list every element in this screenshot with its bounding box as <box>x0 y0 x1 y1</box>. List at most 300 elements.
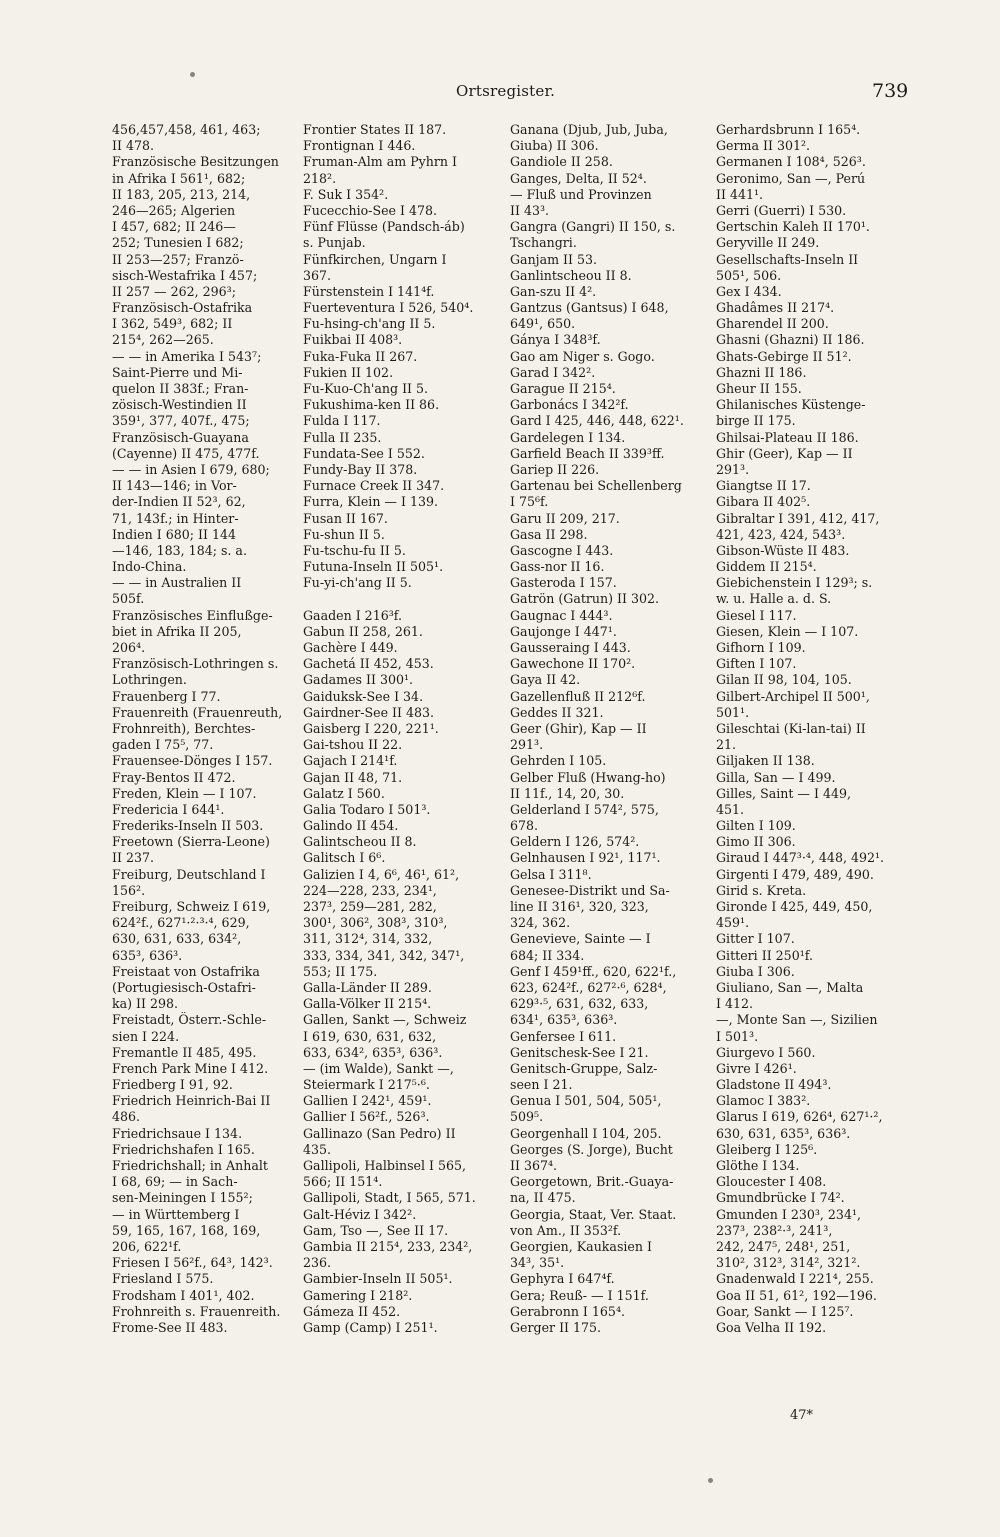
index-entry-line: Friesland I 575. <box>112 1271 214 1287</box>
index-entry-line: Gilan II 98, 104, 105. <box>716 672 852 688</box>
index-entry-line: Gámeza II 452. <box>303 1303 401 1319</box>
index-entry-line: Geryville II 249. <box>716 235 820 251</box>
index-entry-line: Gnadenwald I 221⁴, 255. <box>716 1271 874 1287</box>
running-title: Ortsregister. <box>456 82 556 100</box>
index-entry-line: sisch-Westafrika I 457; <box>112 267 258 283</box>
index-entry-line: Gmunden I 230³, 234¹, <box>716 1206 862 1222</box>
index-entry-line: Galintscheou II 8. <box>303 834 417 850</box>
index-entry-line: Gawechone II 170². <box>510 656 636 672</box>
index-entry-line: line II 316¹, 320, 323, <box>510 899 649 914</box>
index-entry-line: Freden, Klein — I 107. <box>112 785 257 801</box>
index-entry-line: na, II 475. <box>510 1190 576 1206</box>
index-entry-line: Fundata-See I 552. <box>303 445 425 461</box>
index-entry-line: II 253—257; Franzö- <box>112 251 244 267</box>
index-entry-line: 156². <box>112 882 146 898</box>
index-entry-line: Gandiole II 258. <box>510 154 613 170</box>
index-entry-line: Fu-hsing-ch'ang II 5. <box>303 316 436 332</box>
index-entry-line: Gardelegen I 134. <box>510 429 626 445</box>
index-entry-line: Furra, Klein — I 139. <box>303 494 439 510</box>
index-entry-line: 451. <box>716 801 745 817</box>
index-entry-line: Givre I 426¹. <box>716 1060 797 1076</box>
index-entry-line: Gerri (Guerri) I 530. <box>716 202 847 218</box>
index-entry-line: 237³, 238²·³, 241³, <box>716 1222 833 1238</box>
index-entry-line: Glöthe I 134. <box>716 1158 800 1173</box>
index-entry-line: Fukushima-ken II 86. <box>303 397 440 413</box>
index-entry-line: Gachère I 449. <box>303 640 398 655</box>
index-entry-line: Ganlintscheou II 8. <box>510 267 632 283</box>
index-entry-line: Fu-Kuo-Ch'ang II 5. <box>303 381 429 396</box>
index-entry-line: Goa II 51, 61², 192—196. <box>716 1287 877 1303</box>
index-entry-line: — — in Amerika I 543⁷; <box>112 348 262 364</box>
index-entry-line: Fünf Flüsse (Pandsch-áb) <box>303 219 465 235</box>
index-entry-line: (Cayenne) II 475, 477f. <box>112 445 260 461</box>
index-entry-line: Gitter I 107. <box>716 931 795 947</box>
index-entry-line: Gleiberg I 125⁶. <box>716 1141 818 1157</box>
index-entry-line: 236. <box>303 1255 332 1271</box>
index-entry-line: Garbonács I 342²f. <box>510 397 629 413</box>
index-entry-line: 324, 362. <box>510 915 571 931</box>
index-column-2 <box>303 122 476 1336</box>
index-entry-line: Giljaken II 138. <box>716 753 815 769</box>
index-entry-line: Frauenberg I 77. <box>112 688 221 704</box>
index-entry-line: I 68, 69; — in Sach- <box>112 1174 238 1190</box>
index-entry-line: 678. <box>510 818 539 834</box>
index-entry-line: Gantzus (Gantsus) I 648, <box>510 300 669 316</box>
index-entry-line: Giesen, Klein — I 107. <box>716 623 859 639</box>
index-entry-line: Gilles, Saint — I 449, <box>716 785 852 801</box>
index-entry-line: Gariep II 226. <box>510 461 600 477</box>
index-entry-line: Gallien I 242¹, 459¹. <box>303 1093 432 1109</box>
index-entry-line: Fruman-Alm am Pyhrn I <box>303 154 458 170</box>
index-entry-line: biet in Afrika II 205, <box>112 623 242 639</box>
index-entry-line: Gilten I 109. <box>716 818 796 834</box>
index-entry-line: F. Suk I 354². <box>303 186 389 202</box>
index-entry-line: Freistaat von Ostafrika <box>112 963 260 979</box>
index-entry-line: Frohnreith s. Frauenreith. <box>112 1303 281 1319</box>
index-entry-line: Frauenreith (Frauenreuth, <box>112 704 283 720</box>
index-entry-line: Gilbert-Archipel II 500¹, <box>716 688 870 704</box>
index-entry-line: 684; II 334. <box>510 947 585 963</box>
index-entry-line: Gadames II 300¹. <box>303 672 414 688</box>
index-entry-line: Germa II 301². <box>716 138 811 154</box>
index-entry-line: Tschangri. <box>510 235 577 251</box>
paper-speck <box>190 72 195 77</box>
index-entry-line: — Fluß und Provinzen <box>510 186 652 202</box>
index-entry-line: Gerabronn I 165⁴. <box>510 1303 625 1319</box>
index-entry-line: quelon II 383f.; Fran- <box>112 381 249 396</box>
index-entry-line: Fuikbai II 408³. <box>303 332 403 348</box>
index-entry-line: Georgia, Staat, Ver. Staat. <box>510 1206 677 1222</box>
index-entry-line: (Portugiesisch-Ostafri- <box>112 979 256 995</box>
index-entry-line: Gifhorn I 109. <box>716 640 806 655</box>
index-entry-line: 224—228, 233, 234¹, <box>303 882 437 898</box>
index-entry-line: 291³. <box>716 461 750 477</box>
index-entry-line: Ganges, Delta, II 52⁴. <box>510 170 647 186</box>
index-entry-line: Gera; Reuß- — I 151f. <box>510 1287 649 1303</box>
index-entry-line: II 43³. <box>510 202 550 218</box>
index-entry-line: Ghasni (Ghazni) II 186. <box>716 332 865 348</box>
index-entry-line: 486. <box>112 1109 141 1125</box>
index-entry-line: Gass-nor II 16. <box>510 559 605 575</box>
index-entry-line: Lothringen. <box>112 672 187 688</box>
index-entry-line: Giuliano, San —, Malta <box>716 979 864 995</box>
index-entry-line: Gambia II 215⁴, 233, 234², <box>303 1238 473 1254</box>
index-entry-line: 359¹, 377, 407f., 475; <box>112 413 250 429</box>
index-entry-line: Fu-yi-ch'ang II 5. <box>303 575 412 591</box>
index-entry-line: Gaya II 42. <box>510 672 581 688</box>
index-entry-line: Galia Todaro I 501³. <box>303 801 431 817</box>
index-entry-line: Glarus I 619, 626⁴, 627¹·², <box>716 1109 883 1125</box>
index-entry-line: Gerger II 175. <box>510 1319 602 1335</box>
index-entry-line: Friedrich Heinrich-Bai II <box>112 1093 271 1109</box>
index-entry-line: Furnace Creek II 347. <box>303 478 445 494</box>
index-entry-line: Ghadâmes II 217⁴. <box>716 300 835 316</box>
index-entry-line: Gephyra I 647⁴f. <box>510 1271 615 1287</box>
index-entry-line: Georgien, Kaukasien I <box>510 1238 652 1254</box>
index-entry-line: Gelderland I 574², 575, <box>510 801 659 817</box>
index-entry-line: II 478. <box>112 138 154 154</box>
index-entry-line: Steiermark I 217⁵·⁶. <box>303 1077 430 1093</box>
index-entry-line: Französisch-Lothringen s. <box>112 656 279 672</box>
index-entry-line: Gallinazo (San Pedro) II <box>303 1125 456 1141</box>
index-entry-line: Frederiks-Inseln II 503. <box>112 818 264 834</box>
index-entry-line: Galatz I 560. <box>303 785 385 801</box>
index-entry-line: Fukien II 102. <box>303 364 394 380</box>
index-entry-line: Giraud I 447³·⁴, 448, 492¹. <box>716 850 885 866</box>
index-entry-line: Friedrichsaue I 134. <box>112 1125 243 1141</box>
index-entry-line: Gallipoli, Halbinsel I 565, <box>303 1158 467 1173</box>
index-entry-line: 623, 624²f., 627²·⁶, 628⁴, <box>510 979 667 995</box>
index-entry-line: Freiburg, Deutschland I <box>112 866 266 882</box>
index-entry-line: 291³. <box>510 737 544 753</box>
paper-speck <box>708 1478 713 1483</box>
index-entry-line: 34³, 35¹. <box>510 1255 565 1271</box>
index-entry-line: Giuba) II 306. <box>510 138 599 154</box>
index-entry-line: —146, 183, 184; s. a. <box>112 542 247 558</box>
index-column-4 <box>716 122 884 1336</box>
index-entry-line: — — in Australien II <box>112 575 242 591</box>
index-entry-line: Gerhardsbrunn I 165⁴. <box>716 122 861 137</box>
index-entry-line: 246—265; Algerien <box>112 202 236 218</box>
index-entry-line: Fu-shun II 5. <box>303 526 385 542</box>
index-entry-line: Genf I 459¹ff., 620, 622¹f., <box>510 963 677 979</box>
index-entry-line: sen-Meiningen I 155²; <box>112 1190 253 1206</box>
index-entry-line: 566; II 151⁴. <box>303 1174 383 1190</box>
index-entry-line: 71, 143f.; in Hinter- <box>112 510 239 526</box>
sheet-signature: 47* <box>790 1408 814 1423</box>
index-entry-line: Gertschin Kaleh II 170¹. <box>716 219 870 235</box>
index-entry-line: French Park Mine I 412. <box>112 1060 269 1076</box>
index-entry-line: Giebichenstein I 129³; s. <box>716 575 873 591</box>
page-number: 739 <box>872 80 909 102</box>
index-entry-line: Gitteri II 250¹f. <box>716 947 813 963</box>
index-entry-line: Galla-Völker II 215⁴. <box>303 996 432 1012</box>
index-entry-line: Gambier-Inseln II 505¹. <box>303 1271 453 1287</box>
index-entry-line: Goa Velha II 192. <box>716 1319 827 1335</box>
index-entry-line: Französisch-Guayana <box>112 429 249 445</box>
index-entry-line: Futuna-Inseln II 505¹. <box>303 559 444 575</box>
index-entry-line: w. u. Halle a. d. S. <box>716 591 832 607</box>
index-entry-line: Französische Besitzungen <box>112 154 279 170</box>
index-entry-line: Gaisberg I 220, 221¹. <box>303 720 439 736</box>
index-entry-line: Freistadt, Österr.-Schle- <box>112 1012 267 1028</box>
index-entry-line: Giuba I 306. <box>716 963 795 979</box>
page-header <box>0 80 1000 110</box>
index-entry-line: Gelsa I 311⁸. <box>510 866 592 882</box>
index-entry-line: II 143—146; in Vor- <box>112 478 237 494</box>
index-entry-line: Fuerteventura I 526, 540⁴. <box>303 300 474 316</box>
index-entry-line: Fu-tschu-fu II 5. <box>303 542 406 558</box>
index-entry-line: 459¹. <box>716 915 750 931</box>
index-entry-line: Gasteroda I 157. <box>510 575 617 591</box>
index-entry-line: Gazellenfluß II 212⁶f. <box>510 688 646 704</box>
index-entry-line: s. Punjab. <box>303 235 366 251</box>
index-entry-line: Giurgevo I 560. <box>716 1044 816 1060</box>
index-entry-line: Ghats-Gebirge II 51². <box>716 348 852 364</box>
index-entry-line: Gausseraing I 443. <box>510 640 631 655</box>
index-entry-line: II 367⁴. <box>510 1158 558 1173</box>
index-entry-line: — — in Asien I 679, 680; <box>112 461 270 477</box>
index-entry-line: Gascogne I 443. <box>510 542 614 558</box>
index-entry-line: Fredericia I 644¹. <box>112 801 225 817</box>
index-entry-line: 553; II 175. <box>303 963 378 979</box>
index-entry-line: Gamp (Camp) I 251¹. <box>303 1319 438 1335</box>
index-entry-line: Gilla, San — I 499. <box>716 769 836 785</box>
index-entry-line: Fürstenstein I 141⁴f. <box>303 283 435 299</box>
index-entry-line: 633, 634², 635³, 636³. <box>303 1044 443 1060</box>
index-entry-line: II 237. <box>112 850 154 866</box>
index-entry-line: I 501³. <box>716 1028 759 1044</box>
index-entry-line: I 457, 682; II 246— <box>112 219 236 235</box>
index-entry-line: — (im Walde), Sankt —, <box>303 1060 454 1076</box>
index-entry-line: Geronimo, San —, Perú <box>716 170 866 186</box>
index-entry-line: Gan-szu II 4². <box>510 283 597 299</box>
index-entry-line: Georgenhall I 104, 205. <box>510 1125 662 1141</box>
index-entry-line: Gajan II 48, 71. <box>303 769 403 785</box>
index-entry-line: Garfield Beach II 339³ff. <box>510 445 665 461</box>
index-entry-line: I 75⁶f. <box>510 494 549 510</box>
index-entry-line: Fünfkirchen, Ungarn I <box>303 251 447 267</box>
index-entry-line: Gibson-Wüste II 483. <box>716 542 850 558</box>
index-entry-line: Gesellschafts-Inseln II <box>716 251 859 267</box>
index-entry-line: Gelber Fluß (Hwang-ho) <box>510 769 666 785</box>
index-entry-line: Genevieve, Sainte — I <box>510 931 651 947</box>
index-entry-line: 435. <box>303 1141 332 1157</box>
index-entry-line: 629³·⁵, 631, 632, 633, <box>510 996 649 1012</box>
index-entry-line: Gharendel II 200. <box>716 316 829 332</box>
index-entry-line: 367. <box>303 267 332 283</box>
index-entry-line: I 362, 549³, 682; II <box>112 316 233 332</box>
index-entry-line: Gaiduksk-See I 34. <box>303 688 424 704</box>
index-entry-line: Gangra (Gangri) II 150, s. <box>510 219 676 235</box>
index-entry-line: Gimo II 306. <box>716 834 796 850</box>
index-entry-line: Georgetown, Brit.-Guaya- <box>510 1174 674 1190</box>
index-entry-line: Indien I 680; II 144 <box>112 526 236 542</box>
index-entry-line: Galindo II 454. <box>303 818 399 834</box>
index-entry-line: 215⁴, 262—265. <box>112 332 214 348</box>
index-entry-line: 509⁵. <box>510 1109 544 1125</box>
index-entry-line: Gajach I 214¹f. <box>303 753 398 769</box>
index-entry-line: Ghir (Geer), Kap — II <box>716 445 853 461</box>
index-entry-line: 310², 312³, 314², 321². <box>716 1255 861 1271</box>
index-entry-line: Geer (Ghir), Kap — II <box>510 720 647 736</box>
index-entry-line: Fulda I 117. <box>303 413 381 429</box>
index-entry-line: Giangtse II 17. <box>716 478 811 494</box>
index-entry-line: Gaaden I 216³f. <box>303 607 402 623</box>
index-entry-line: Fundy-Bay II 378. <box>303 461 418 477</box>
index-entry-line: Gamering I 218². <box>303 1287 413 1303</box>
index-entry-line: Frohnreith), Berchtes- <box>112 720 256 736</box>
index-entry-line: 630, 631, 633, 634², <box>112 931 242 947</box>
index-entry-line: in Afrika I 561¹, 682; <box>112 170 246 186</box>
index-entry-line: Französisch-Ostafrika <box>112 300 253 316</box>
index-entry-line: 206, 622¹f. <box>112 1238 182 1254</box>
index-entry-line: 252; Tunesien I 682; <box>112 235 244 251</box>
index-column-3 <box>510 122 684 1336</box>
index-entry-line: 206⁴. <box>112 640 146 655</box>
index-entry-line: II 441¹. <box>716 186 764 202</box>
index-entry-line: I 619, 630, 631, 632, <box>303 1028 437 1044</box>
index-entry-line: Friedberg I 91, 92. <box>112 1077 233 1093</box>
index-entry-line: Gladstone II 494³. <box>716 1077 832 1093</box>
index-entry-line: Galt-Héviz I 342². <box>303 1206 417 1222</box>
index-entry-line: Garu II 209, 217. <box>510 510 620 526</box>
index-entry-line: Germanen I 108⁴, 526³. <box>716 154 866 170</box>
index-entry-line: 624²f., 627¹·²·³·⁴, 629, <box>112 915 250 931</box>
index-entry-line: Geddes II 321. <box>510 704 604 720</box>
index-entry-line: Gelnhausen I 92¹, 117¹. <box>510 850 661 866</box>
index-entry-line: Friedrichshall; in Anhalt <box>112 1158 268 1173</box>
index-entry-line: Gibara II 402⁵. <box>716 494 811 510</box>
index-entry-line: Garague II 215⁴. <box>510 381 616 396</box>
index-entry-line: I 412. <box>716 996 754 1012</box>
index-entry-line: Ghilsai-Plateau II 186. <box>716 429 859 445</box>
index-entry-line: Gmundbrücke I 74². <box>716 1190 845 1206</box>
index-entry-line: Giesel I 117. <box>716 607 797 623</box>
index-entry-line: 21. <box>716 737 737 753</box>
index-entry-line: Giddem II 215⁴. <box>716 559 817 575</box>
index-entry-line: Gaugnac I 444³. <box>510 607 613 623</box>
index-entry-line: 505f. <box>112 591 145 607</box>
index-entry-line: Ganana (Djub, Jub, Juba, <box>510 122 668 137</box>
index-column-1 <box>112 122 282 1336</box>
index-entry-line: Gasa II 298. <box>510 526 588 542</box>
index-entry-line: Gam, Tso —, See II 17. <box>303 1222 449 1238</box>
index-entry-line: birge II 175. <box>716 413 796 429</box>
index-entry-line: Ganjam II 53. <box>510 251 598 267</box>
index-entry-line: der-Indien II 52³, 62, <box>112 494 246 510</box>
index-entry-line: 218². <box>303 170 337 186</box>
index-entry-line: Fremantle II 485, 495. <box>112 1044 257 1060</box>
index-entry-line: — in Württemberg I <box>112 1206 240 1222</box>
index-entry-line: 59, 165, 167, 168, 169, <box>112 1222 261 1238</box>
index-entry-line: Galitsch I 6⁶. <box>303 850 386 866</box>
index-entry-line: Saint-Pierre und Mi- <box>112 364 243 380</box>
index-entry-line: Frodsham I 401¹, 402. <box>112 1287 255 1303</box>
index-entry-line: zösisch-Westindien II <box>112 397 247 413</box>
index-entry-line: Gex I 434. <box>716 283 782 299</box>
index-entry-line: II 11f., 14, 20, 30. <box>510 785 625 801</box>
index-entry-line: Glamoc I 383². <box>716 1093 811 1109</box>
index-entry-line: Genua I 501, 504, 505¹, <box>510 1093 662 1109</box>
index-entry-line: 630, 631, 635³, 636³. <box>716 1125 851 1141</box>
index-entry-line: Französisches Einflußge- <box>112 607 273 623</box>
index-entry-line: Genitschesk-See I 21. <box>510 1044 649 1060</box>
index-entry-line: Gheur II 155. <box>716 381 802 396</box>
index-entry-line: Girid s. Kreta. <box>716 882 807 898</box>
index-entry-line: 311, 312⁴, 314, 332, <box>303 931 433 947</box>
index-entry-line: Friesen I 56²f., 64³, 142³. <box>112 1255 273 1271</box>
index-entry-line: Geldern I 126, 574². <box>510 834 640 850</box>
index-entry-line: 501¹. <box>716 704 750 720</box>
index-entry-line: 237³, 259—281, 282, <box>303 899 437 914</box>
index-entry-line: 635³, 636³. <box>112 947 183 963</box>
index-entry-line: Genitsch-Gruppe, Salz- <box>510 1060 658 1076</box>
index-entry-line: Gloucester I 408. <box>716 1174 827 1190</box>
index-entry-line: Friedrichshafen I 165. <box>112 1141 255 1157</box>
index-entry-line: Genesee-Distrikt und Sa- <box>510 882 670 898</box>
index-entry-line: Freiburg, Schweiz I 619, <box>112 899 271 914</box>
index-entry-line: Gai-tshou II 22. <box>303 737 403 753</box>
index-entry-line: 634¹, 635³, 636³. <box>510 1012 618 1028</box>
index-entry-line: Girgenti I 479, 489, 490. <box>716 866 874 882</box>
index-entry-line: Frauensee-Dönges I 157. <box>112 753 273 769</box>
index-entry-line: Fuka-Fuka II 267. <box>303 348 418 364</box>
index-entry-line: Gileschtai (Ki-lan-tai) II <box>716 720 866 736</box>
index-entry-line: Genfersee I 611. <box>510 1028 617 1044</box>
index-entry-line: 649¹, 650. <box>510 316 576 332</box>
index-entry-line: Gachetá II 452, 453. <box>303 656 434 672</box>
index-entry-line: Gallipoli, Stadt, I 565, 571. <box>303 1190 476 1206</box>
index-entry-line: Galla-Länder II 289. <box>303 979 432 995</box>
index-entry-line: ka) II 298. <box>112 996 179 1012</box>
index-entry-line: Gard I 425, 446, 448, 622¹. <box>510 413 684 429</box>
index-entry-line: Gatrön (Gatrun) II 302. <box>510 591 660 607</box>
index-entry-line: 333, 334, 341, 342, 347¹, <box>303 947 465 963</box>
index-entry-line <box>303 591 476 607</box>
index-entry-line: Gartenau bei Schellenberg <box>510 478 682 494</box>
index-entry-line: Fucecchio-See I 478. <box>303 202 437 218</box>
index-entry-line: Frontier States II 187. <box>303 122 447 137</box>
index-entry-line: 242, 247⁵, 248¹, 251, <box>716 1238 851 1254</box>
index-entry-line: Gao am Niger s. Gogo. <box>510 348 655 364</box>
index-entry-line: Gironde I 425, 449, 450, <box>716 899 873 914</box>
index-entry-line: Gaujonge I 447¹. <box>510 623 617 639</box>
index-entry-line: Gallen, Sankt —, Schweiz <box>303 1012 467 1028</box>
index-entry-line: sien I 224. <box>112 1028 180 1044</box>
index-entry-line: von Am., II 353²f. <box>510 1222 622 1238</box>
index-entry-line: Gairdner-See II 483. <box>303 704 435 720</box>
index-entry-line: Ghilanisches Küstenge- <box>716 397 866 413</box>
index-entry-line: Gehrden I 105. <box>510 753 607 769</box>
index-entry-line: Fusan II 167. <box>303 510 388 526</box>
index-entry-line: Gallier I 56²f., 526³. <box>303 1109 430 1125</box>
index-entry-line: 505¹, 506. <box>716 267 782 283</box>
index-entry-line: Freetown (Sierra-Leone) <box>112 834 270 850</box>
index-entry-line: Gánya I 348³f. <box>510 332 601 348</box>
index-entry-line: Indo-China. <box>112 559 187 575</box>
index-entry-line: II 183, 205, 213, 214, <box>112 186 251 202</box>
index-entry-line: Fulla II 235. <box>303 429 382 445</box>
index-entry-line: II 257 — 262, 296³; <box>112 283 236 299</box>
index-entry-line: seen I 21. <box>510 1077 573 1093</box>
index-entry-line: Galizien I 4, 6⁶, 46¹, 61², <box>303 866 460 882</box>
index-entry-line: —, Monte San —, Sizilien <box>716 1012 878 1028</box>
index-entry-line: Frome-See II 483. <box>112 1319 228 1335</box>
index-entry-line: Giften I 107. <box>716 656 797 672</box>
index-entry-line: Georges (S. Jorge), Bucht <box>510 1141 673 1157</box>
index-entry-line: Fray-Bentos II 472. <box>112 769 236 785</box>
